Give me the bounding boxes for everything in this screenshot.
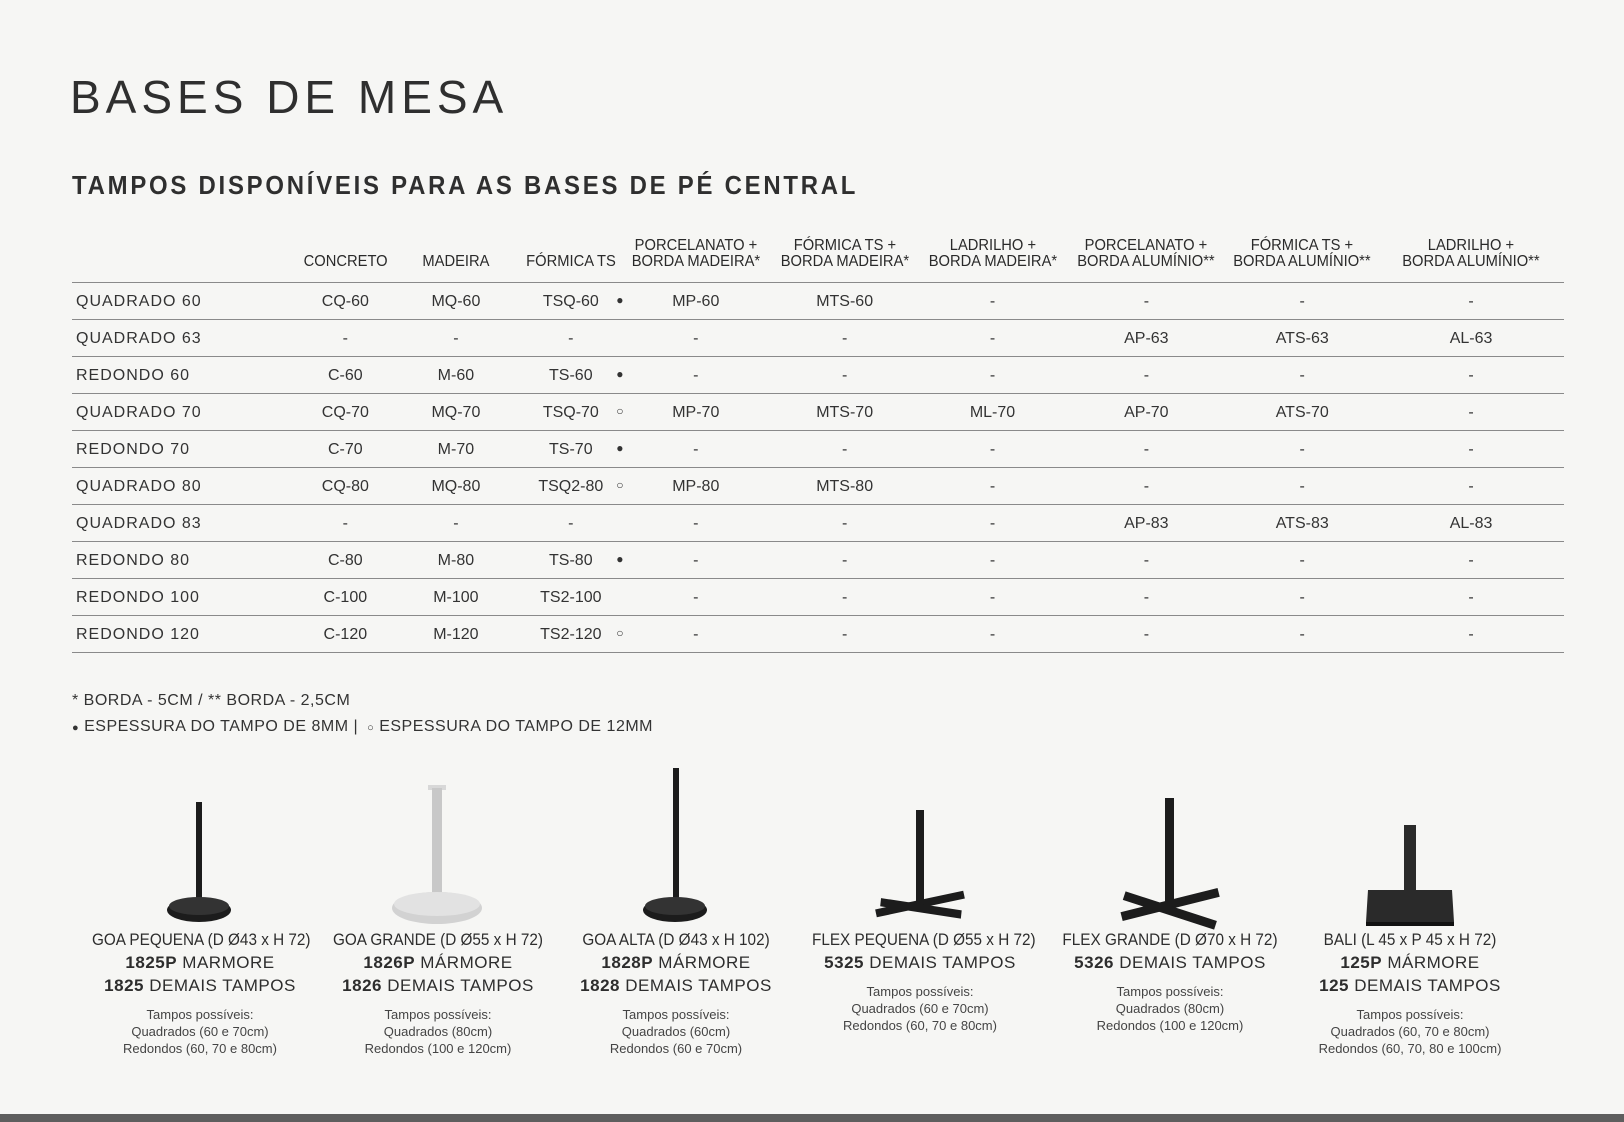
product-card bbox=[1050, 760, 1290, 1034]
table-cell: - bbox=[1378, 393, 1564, 430]
table-cell: MP-80 bbox=[621, 467, 771, 504]
table-row bbox=[72, 393, 1564, 430]
table-cell: - bbox=[1226, 615, 1378, 652]
table-cell: - bbox=[919, 504, 1067, 541]
table-cell: - bbox=[391, 504, 521, 541]
product-card bbox=[80, 760, 320, 1057]
cell-code: TS-60 bbox=[549, 367, 593, 384]
possible-tops bbox=[1050, 983, 1290, 1034]
code-description: DEMAIS TAMPOS bbox=[381, 976, 534, 995]
table-cell: - bbox=[1226, 282, 1378, 319]
header-line2: BORDA MADEIRA* bbox=[780, 252, 909, 270]
filled-bullet-icon: ● bbox=[616, 552, 624, 566]
table-base-icon bbox=[318, 760, 558, 930]
code-number: 125 bbox=[1319, 976, 1350, 995]
legend-notes bbox=[72, 688, 653, 741]
code-description: MÁRMORE bbox=[415, 953, 513, 972]
table-cell bbox=[521, 356, 624, 393]
tops-line: Tampos possíveis: bbox=[1356, 1007, 1464, 1022]
tops-line: Tampos possíveis: bbox=[384, 1007, 492, 1022]
table-header-col-3 bbox=[525, 232, 617, 282]
cell-code: TSQ-60 bbox=[542, 293, 599, 310]
row-label: REDONDO 60 bbox=[72, 356, 300, 393]
table-cell: CQ-60 bbox=[300, 282, 391, 319]
table-cell: AP-83 bbox=[1066, 504, 1226, 541]
table-cell: - bbox=[621, 356, 771, 393]
table-cell bbox=[521, 393, 624, 430]
code-description: MARMORE bbox=[177, 953, 275, 972]
table-cell: - bbox=[621, 319, 771, 356]
code-number: 1828P bbox=[601, 953, 654, 972]
table-cell: C-60 bbox=[300, 356, 391, 393]
table-cell: MQ-70 bbox=[391, 393, 521, 430]
table-cell: - bbox=[919, 467, 1067, 504]
cell-code: TS-80 bbox=[549, 552, 593, 569]
table-cell: M-60 bbox=[391, 356, 521, 393]
code-description: MÁRMORE bbox=[1382, 953, 1480, 972]
tops-line: Tampos possíveis: bbox=[622, 1007, 730, 1022]
open-bullet-icon: ○ bbox=[367, 722, 375, 734]
possible-tops bbox=[800, 983, 1040, 1034]
header-line2: BORDA MADEIRA* bbox=[928, 252, 1057, 270]
cell-code: TS2-120 bbox=[540, 626, 602, 643]
product-code bbox=[1050, 953, 1290, 973]
table-cell: - bbox=[919, 282, 1067, 319]
table-cell: - bbox=[1378, 356, 1564, 393]
product-name: GOA PEQUENA (D Ø43 x H 72) bbox=[92, 930, 311, 949]
table-cell: - bbox=[771, 504, 919, 541]
table-cell: C-70 bbox=[300, 430, 391, 467]
table-cell bbox=[521, 615, 624, 652]
code-description: MÁRMORE bbox=[653, 953, 751, 972]
header-line1: LADRILHO + bbox=[1427, 236, 1515, 254]
filled-bullet-icon: ● bbox=[72, 722, 80, 734]
table-cell: ATS-83 bbox=[1226, 504, 1378, 541]
table-cell: - bbox=[621, 430, 771, 467]
table-cell bbox=[521, 282, 624, 319]
table-cell bbox=[521, 504, 621, 541]
table-cell: - bbox=[621, 578, 771, 615]
tops-line: Redondos (100 e 120cm) bbox=[1096, 1018, 1244, 1033]
code-description: DEMAIS TAMPOS bbox=[1349, 976, 1501, 995]
product-card bbox=[318, 760, 558, 1057]
table-cell: - bbox=[771, 430, 919, 467]
table-cell: - bbox=[300, 504, 391, 541]
tops-line: Tampos possíveis: bbox=[1116, 984, 1224, 999]
section-title: TAMPOS DISPONÍVEIS PARA AS BASES DE PÉ CENTRAL bbox=[72, 170, 859, 200]
product-code bbox=[556, 976, 796, 996]
product-code bbox=[800, 953, 1040, 973]
table-cell: - bbox=[1226, 467, 1378, 504]
table-cell: MQ-80 bbox=[391, 467, 521, 504]
table-cell: M-80 bbox=[391, 541, 521, 578]
table-cell: - bbox=[771, 578, 919, 615]
tops-line: Redondos (60, 70 e 80cm) bbox=[843, 1018, 997, 1033]
cell-code: TS2-100 bbox=[540, 589, 602, 606]
open-bullet-icon: ○ bbox=[616, 626, 624, 640]
row-label: QUADRADO 60 bbox=[72, 282, 300, 319]
table-cell: - bbox=[1066, 430, 1226, 467]
table-cell: M-120 bbox=[391, 615, 521, 652]
table-cell: - bbox=[1378, 467, 1564, 504]
tops-line: Redondos (60, 70 e 80cm) bbox=[123, 1041, 277, 1056]
table-cell: - bbox=[1066, 467, 1226, 504]
tops-line: Redondos (100 e 120cm) bbox=[364, 1041, 512, 1056]
code-description: DEMAIS TAMPOS bbox=[1113, 953, 1266, 972]
possible-tops bbox=[80, 1006, 320, 1057]
table-row bbox=[72, 541, 1564, 578]
table-cell: - bbox=[1378, 615, 1564, 652]
table-cell: - bbox=[919, 430, 1067, 467]
table-header-row bbox=[72, 232, 1564, 282]
code-number: 5325 bbox=[824, 953, 864, 972]
table-cell: - bbox=[919, 578, 1067, 615]
tops-line: Quadrados (60, 70 e 80cm) bbox=[1330, 1024, 1490, 1039]
table-row bbox=[72, 504, 1564, 541]
product-code bbox=[1290, 953, 1530, 973]
tops-line: Quadrados (60 e 70cm) bbox=[851, 1001, 989, 1016]
code-number: 1825 bbox=[104, 976, 144, 995]
table-cell bbox=[521, 578, 621, 615]
table-header-col-2 bbox=[396, 232, 515, 282]
table-cell: - bbox=[621, 615, 771, 652]
tops-line: Quadrados (80cm) bbox=[1115, 1001, 1225, 1016]
table-header-col-1 bbox=[303, 232, 387, 282]
header-line1: CONCRETO bbox=[303, 252, 388, 270]
tops-line: Redondos (60 e 70cm) bbox=[609, 1041, 743, 1056]
product-code bbox=[1290, 976, 1530, 996]
table-cell: - bbox=[1378, 541, 1564, 578]
table-cell: - bbox=[919, 356, 1067, 393]
table-header-empty bbox=[81, 232, 290, 282]
footer-bar bbox=[0, 1114, 1624, 1122]
product-name: FLEX PEQUENA (D Ø55 x H 72) bbox=[812, 930, 1036, 949]
product-name: GOA ALTA (D Ø43 x H 102) bbox=[582, 930, 770, 949]
code-description: DEMAIS TAMPOS bbox=[619, 976, 772, 995]
header-line1: LADRILHO + bbox=[949, 236, 1036, 254]
table-base-icon bbox=[1290, 760, 1530, 930]
thickness-note bbox=[72, 714, 653, 741]
header-line1: MADEIRA bbox=[422, 252, 490, 270]
table-cell: M-70 bbox=[391, 430, 521, 467]
row-label: REDONDO 80 bbox=[72, 541, 300, 578]
table-cell: - bbox=[919, 615, 1067, 652]
table-cell: M-100 bbox=[391, 578, 521, 615]
table-cell: - bbox=[771, 541, 919, 578]
header-line1: FÓRMICA TS bbox=[525, 252, 616, 270]
possible-tops bbox=[1290, 1006, 1530, 1057]
table-row bbox=[72, 615, 1564, 652]
code-number: 1826P bbox=[363, 953, 416, 972]
table-cell: AL-63 bbox=[1378, 319, 1564, 356]
table-base-icon bbox=[80, 760, 320, 930]
table-cell: AP-70 bbox=[1066, 393, 1226, 430]
table-cell: - bbox=[771, 356, 919, 393]
row-label: REDONDO 70 bbox=[72, 430, 300, 467]
table-cell: MP-60 bbox=[621, 282, 771, 319]
product-card bbox=[556, 760, 796, 1057]
table-cell: AL-83 bbox=[1378, 504, 1564, 541]
product-card bbox=[800, 760, 1040, 1034]
open-bullet-icon: ○ bbox=[616, 478, 624, 492]
product-name: FLEX GRANDE (D Ø70 x H 72) bbox=[1062, 930, 1278, 949]
tops-table bbox=[72, 232, 1564, 653]
table-cell: MTS-70 bbox=[771, 393, 919, 430]
product-name: BALI (L 45 x P 45 x H 72) bbox=[1323, 930, 1497, 949]
thickness-12mm-label: ESPESSURA DO TAMPO DE 12MM bbox=[379, 718, 653, 735]
table-cell: - bbox=[1226, 578, 1378, 615]
row-label: QUADRADO 83 bbox=[72, 504, 300, 541]
table-row bbox=[72, 356, 1564, 393]
row-label: QUADRADO 63 bbox=[72, 319, 300, 356]
tops-line: Redondos (60, 70, 80 e 100cm) bbox=[1318, 1041, 1502, 1056]
table-cell: - bbox=[771, 615, 919, 652]
table-cell: - bbox=[1066, 615, 1226, 652]
table-cell: C-80 bbox=[300, 541, 391, 578]
table-header-col-4 bbox=[627, 232, 765, 282]
table-row bbox=[72, 282, 1564, 319]
cell-code: - bbox=[568, 515, 574, 532]
table-cell: - bbox=[621, 504, 771, 541]
table-cell: - bbox=[1226, 430, 1378, 467]
header-line1: FÓRMICA TS + bbox=[793, 236, 896, 254]
product-card bbox=[1290, 760, 1530, 1057]
thickness-8mm-label: ESPESSURA DO TAMPO DE 8MM | bbox=[84, 718, 359, 735]
row-label: REDONDO 100 bbox=[72, 578, 300, 615]
page-title: BASES DE MESA bbox=[70, 71, 509, 123]
header-line2: BORDA ALUMÍNIO** bbox=[1402, 252, 1540, 270]
table-row bbox=[72, 467, 1564, 504]
table-header-col-7 bbox=[1073, 232, 1220, 282]
row-label: REDONDO 120 bbox=[72, 615, 300, 652]
header-line1: PORCELANATO + bbox=[634, 236, 758, 254]
possible-tops bbox=[556, 1006, 796, 1057]
table-cell bbox=[521, 430, 624, 467]
table-cell bbox=[521, 319, 621, 356]
table-cell: MTS-60 bbox=[771, 282, 919, 319]
table-row bbox=[72, 578, 1564, 615]
row-label: QUADRADO 70 bbox=[72, 393, 300, 430]
product-code bbox=[80, 976, 320, 996]
table-cell: - bbox=[300, 319, 391, 356]
filled-bullet-icon: ● bbox=[616, 367, 624, 381]
table-cell: ATS-63 bbox=[1226, 319, 1378, 356]
table-cell: C-100 bbox=[300, 578, 391, 615]
product-code bbox=[556, 953, 796, 973]
code-number: 5326 bbox=[1074, 953, 1114, 972]
table-cell: - bbox=[919, 319, 1067, 356]
header-line1: FÓRMICA TS + bbox=[1251, 236, 1354, 254]
filled-bullet-icon: ● bbox=[616, 293, 624, 307]
table-row bbox=[72, 319, 1564, 356]
table-header-col-6 bbox=[924, 232, 1060, 282]
table-cell: - bbox=[1066, 282, 1226, 319]
code-description: DEMAIS TAMPOS bbox=[863, 953, 1016, 972]
cell-code: TSQ2-80 bbox=[538, 478, 604, 495]
table-cell: CQ-80 bbox=[300, 467, 391, 504]
cell-code: TS-70 bbox=[549, 441, 593, 458]
table-base-icon bbox=[556, 760, 796, 930]
possible-tops bbox=[318, 1006, 558, 1057]
code-description: DEMAIS TAMPOS bbox=[143, 976, 296, 995]
table-header-col-9 bbox=[1386, 232, 1557, 282]
open-bullet-icon: ○ bbox=[616, 404, 624, 418]
cell-code: TSQ-70 bbox=[542, 404, 599, 421]
table-header-col-5 bbox=[777, 232, 913, 282]
border-note: * BORDA - 5CM / ** BORDA - 2,5CM bbox=[72, 692, 351, 709]
table-cell: MTS-80 bbox=[771, 467, 919, 504]
tops-line: Quadrados (80cm) bbox=[383, 1024, 493, 1039]
code-number: 1825P bbox=[125, 953, 178, 972]
row-label: QUADRADO 80 bbox=[72, 467, 300, 504]
header-line2: BORDA ALUMÍNIO** bbox=[1077, 252, 1216, 270]
table-cell: - bbox=[391, 319, 521, 356]
product-code bbox=[80, 953, 320, 973]
filled-bullet-icon: ● bbox=[616, 441, 624, 455]
table-cell: - bbox=[1066, 541, 1226, 578]
table-cell: - bbox=[1066, 578, 1226, 615]
table-base-icon bbox=[800, 760, 1040, 930]
table-cell: - bbox=[621, 541, 771, 578]
tops-line: Quadrados (60cm) bbox=[621, 1024, 731, 1039]
code-number: 125P bbox=[1340, 953, 1383, 972]
cell-code: - bbox=[568, 330, 574, 347]
table-header-col-8 bbox=[1232, 232, 1372, 282]
table-cell: MQ-60 bbox=[391, 282, 521, 319]
table-base-icon bbox=[1050, 760, 1290, 930]
header-line1: PORCELANATO + bbox=[1085, 236, 1208, 254]
table-cell: - bbox=[1226, 541, 1378, 578]
table-cell: ATS-70 bbox=[1226, 393, 1378, 430]
table-cell: ML-70 bbox=[919, 393, 1067, 430]
code-number: 1828 bbox=[580, 976, 620, 995]
table-cell: - bbox=[1378, 282, 1564, 319]
table-cell bbox=[521, 541, 624, 578]
table-cell: - bbox=[919, 541, 1067, 578]
code-number: 1826 bbox=[342, 976, 382, 995]
table-cell: CQ-70 bbox=[300, 393, 391, 430]
tops-line: Tampos possíveis: bbox=[866, 984, 974, 999]
product-code bbox=[318, 976, 558, 996]
tops-line: Quadrados (60 e 70cm) bbox=[131, 1024, 269, 1039]
table-cell: - bbox=[771, 319, 919, 356]
table-cell: - bbox=[1226, 356, 1378, 393]
table-cell: - bbox=[1378, 430, 1564, 467]
table-cell bbox=[521, 467, 624, 504]
table-cell: MP-70 bbox=[621, 393, 771, 430]
table-cell: - bbox=[1378, 578, 1564, 615]
product-code bbox=[318, 953, 558, 973]
table-cell: C-120 bbox=[300, 615, 391, 652]
header-line2: BORDA MADEIRA* bbox=[631, 252, 760, 270]
table-body bbox=[72, 282, 1564, 652]
header-line2: BORDA ALUMÍNIO** bbox=[1233, 252, 1371, 270]
tops-line: Tampos possíveis: bbox=[146, 1007, 254, 1022]
table-row bbox=[72, 430, 1564, 467]
product-name: GOA GRANDE (D Ø55 x H 72) bbox=[332, 930, 544, 949]
table-cell: AP-63 bbox=[1066, 319, 1226, 356]
table-cell: - bbox=[1066, 356, 1226, 393]
